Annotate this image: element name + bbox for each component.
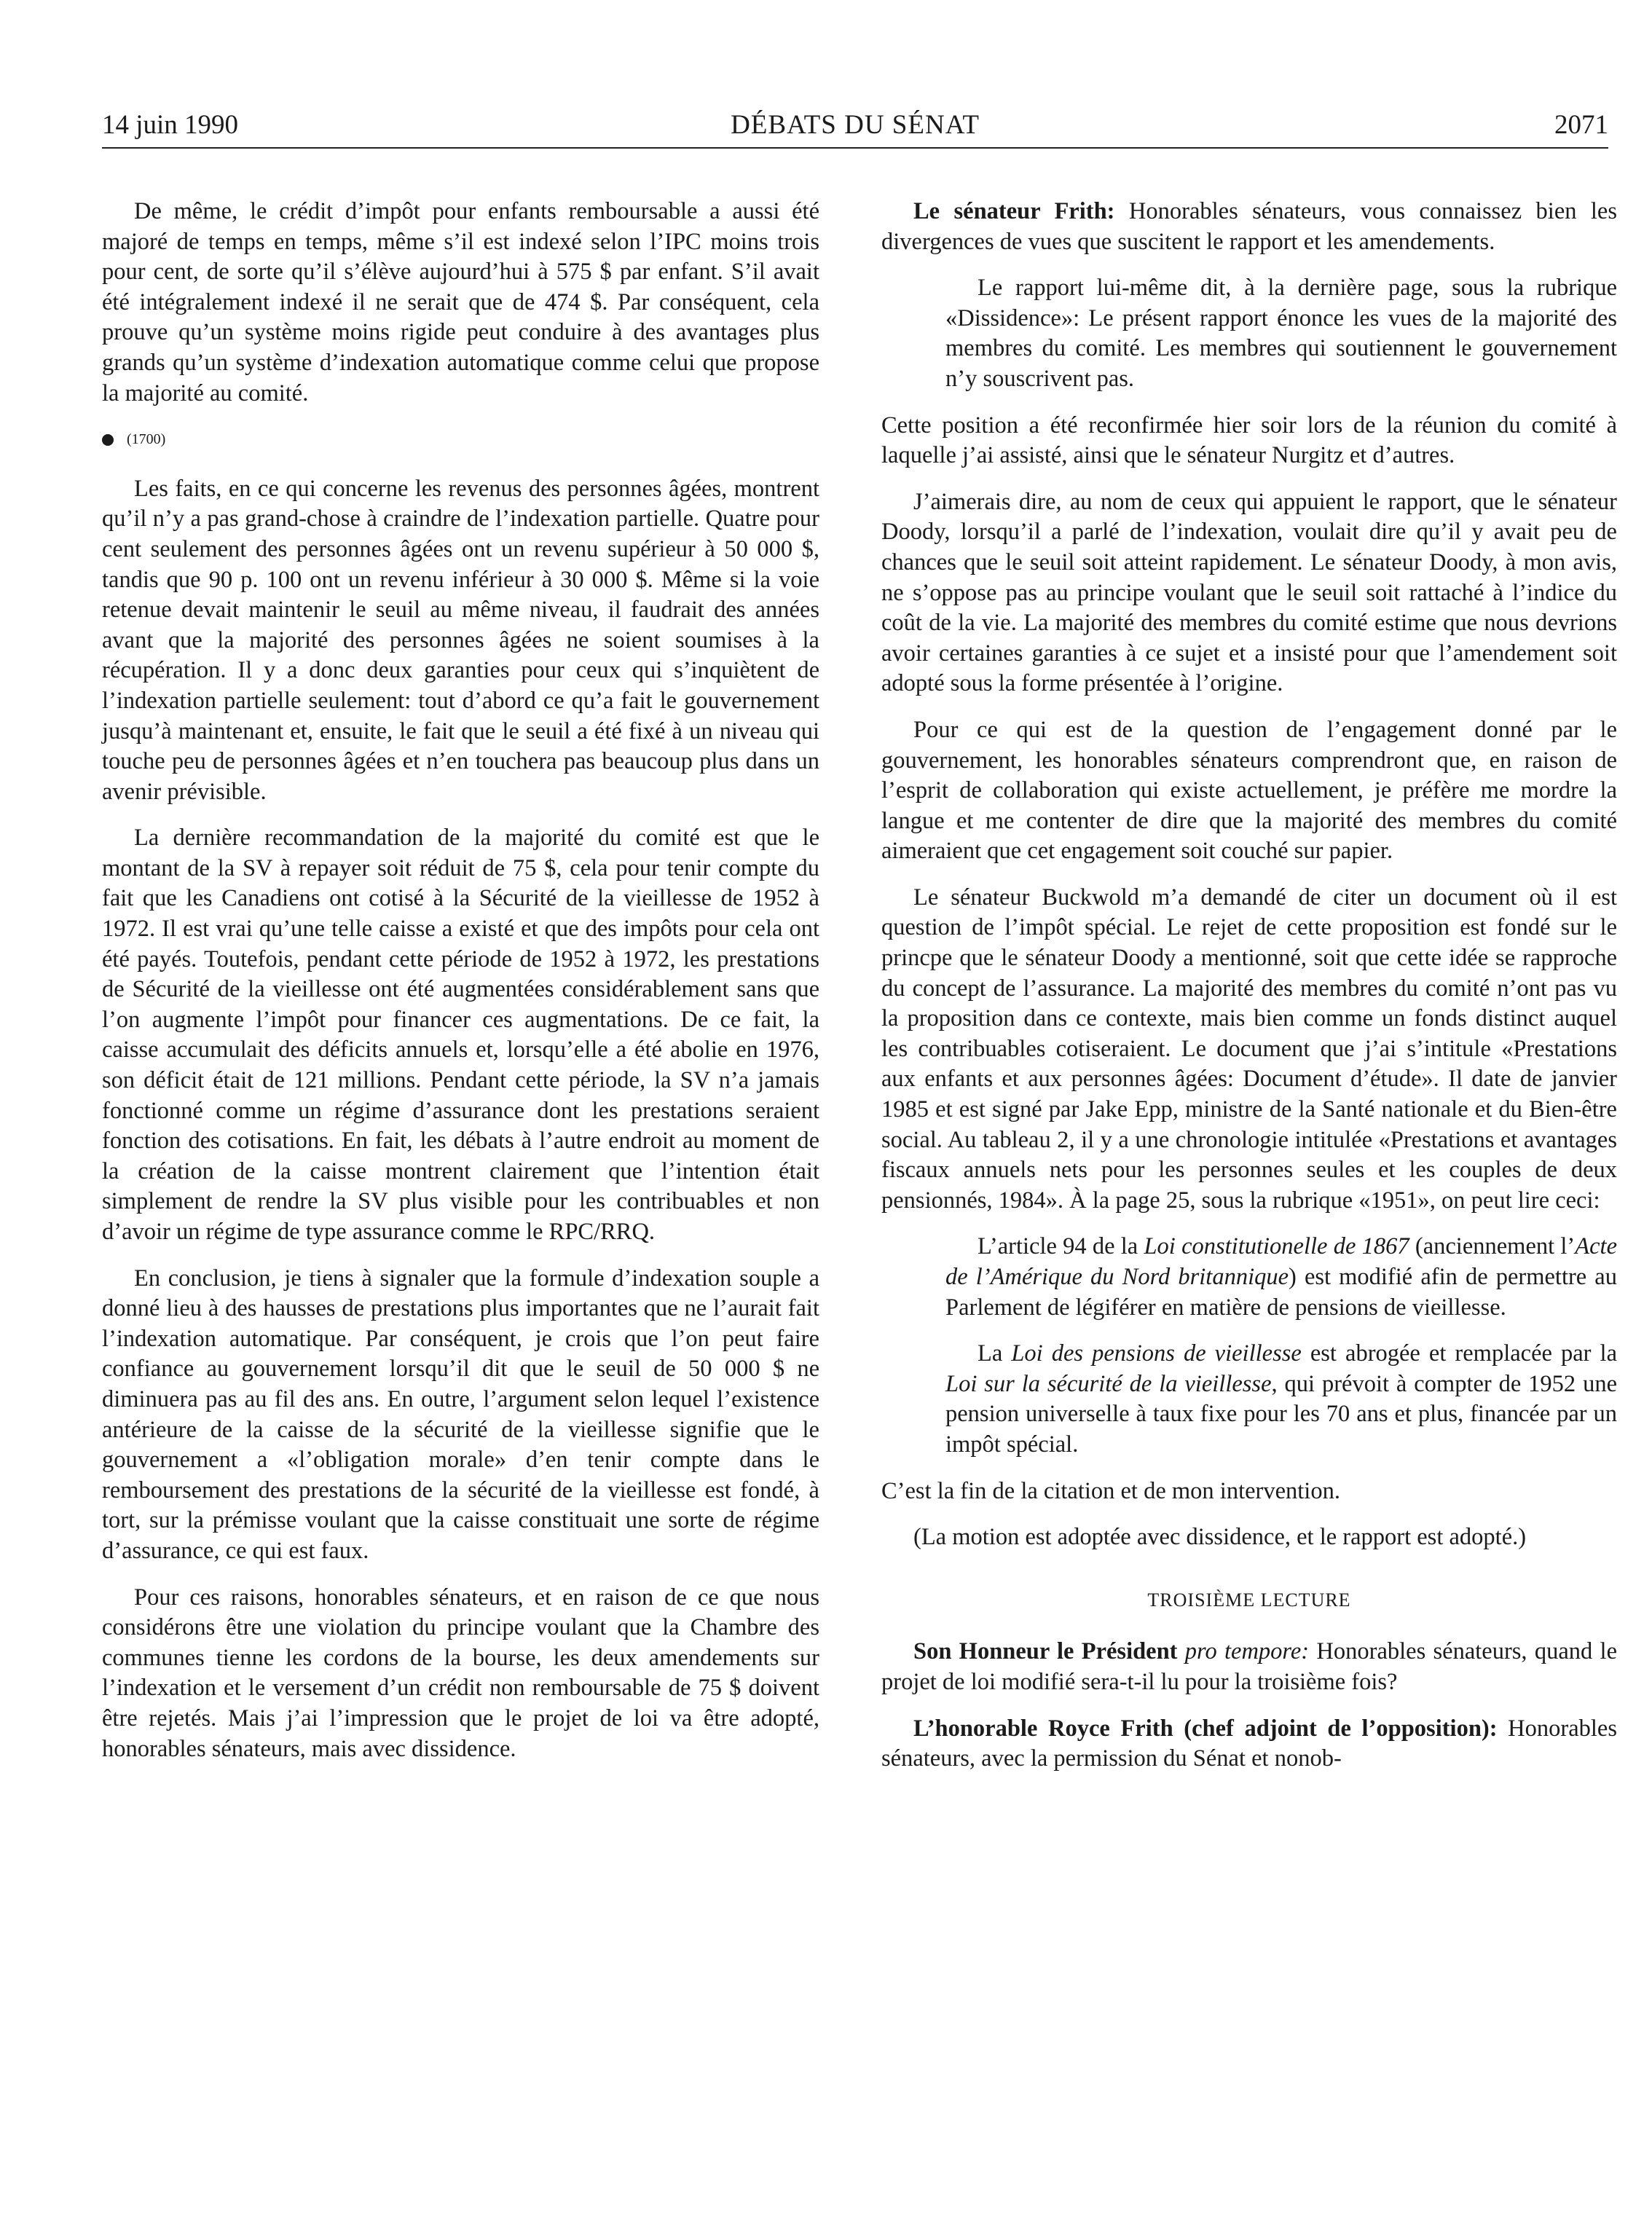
paragraph: La dernière recommandation de la majorité du comité est que le montant de la SV à repayer soit réduit de 75 $, cela pour tenir compte du fait que les Canadiens ont cotisé à la Sécurité de la vieillesse de 1952 à 1972. Il est vrai qu’une telle caisse a existé et que des impôts pour cela ont été payés. Toutefois, pendant cette période de 1952 à 1972, les prestations de Sécurité de la vieillesse ont été augmentées considérablement sans que l’on augmente l’impôt pour financer ces augmentations. De ce fait, la caisse accumulait des déficits annuels et, lorsqu’elle a été abolie en 1976, son déficit était de 121 millions. Pendant cette période, la SV n’a jamais fonctionné comme un régime d’assurance dont les prestations seraient fonction des cotisations. En fait, les débats à l’autre endroit au moment de la création de la caisse montrent clairement que l’intention était simplement de rendre la SV plus visible pour les contribuables et non d’avoir un régime de type assurance comme le RPC/RRQ. xyxy=(102,825,819,1245)
time-marker xyxy=(102,425,819,455)
left-column xyxy=(102,197,819,1780)
law-title: Acte de l’Amérique du Nord britannique xyxy=(945,1233,1617,1290)
paragraph: De même, le crédit d’impôt pour enfants remboursable a aussi été majoré de temps en temps, même s’il est indexé selon l’IPC moins trois pour cent, de sorte qu’il s’élève aujourd’hui à 575 $ par enfant. S’il avait été intégralement indexé il ne serait que de 474 $. Par conséquent, cela prouve qu’un système moins rigide peut conduire à des avantages plus grands qu’un système d’indexation automatique comme celui que propose la majorité au comité. xyxy=(102,198,819,406)
quote-text: (anciennement l’ xyxy=(1409,1233,1576,1260)
law-title: Loi des pensions de vieillesse xyxy=(1011,1340,1302,1367)
block-quote: Le rapport lui-même dit, à la dernière page, sous la rubrique «Dissidence»: Le présent rapport énonce les vues de la majorité des membres du comité. Les membres qui soutiennent le gouvernement n’y souscrivent pas. xyxy=(945,275,1617,392)
speaker-name: L’honorable Royce Frith (chef adjoint de l’opposition): xyxy=(913,1715,1498,1742)
quote-text: La xyxy=(978,1340,1012,1367)
paragraph: En conclusion, je tiens à signaler que la formule d’indexation souple a donné lieu à des hausses de prestations plus importantes que ne l’aurait fait l’indexation automatique. Par conséquent, je crois que l’on peut faire confiance au gouvernement lorsqu’il dit que le seuil de 50 000 $ ne diminuera pas au fil des ans. En outre, l’argument selon lequel l’existence antérieure de la caisse de la sécurité de la vieillesse signifie que le gouvernement a «l’obligation morale» d’en tenir compte dans le remboursement des prestations de la sécurité de la vieillesse est fondé, à tort, sur la prémisse voulant que la caisse constituait une sorte de régime d’assurance, ce qui est faux. xyxy=(102,1265,819,1564)
page-header xyxy=(102,109,1608,149)
header-title: DÉBATS DU SÉNAT xyxy=(731,110,980,140)
law-title: Loi sur la sécurité de la vieillesse xyxy=(945,1370,1272,1397)
bullet-icon xyxy=(102,434,114,446)
header-page-number: 2071 xyxy=(1554,110,1608,140)
quote-text: , qui prévoit à compter de 1952 une pension universelle à taux fixe pour les 70 ans et plus, financée par un impôt spécial. xyxy=(945,1370,1618,1458)
paragraph xyxy=(881,1637,1617,1697)
paragraph: Pour ces raisons, honorables sénateurs, et en raison de ce que nous considérons être une violation du principe voulant que la Chambre des communes tienne les cordons de la bourse, les deux amendements sur l’indexation et le versement d’un crédit non remboursable de 75 $ doivent être rejetés. Mais j’ai l’impression que le projet de loi va être adopté, honorables sénateurs, mais avec dissidence. xyxy=(102,1584,819,1762)
law-title: Loi constitutionelle de 1867 xyxy=(1144,1233,1409,1260)
block-quote xyxy=(945,1339,1617,1460)
block-quote xyxy=(945,1232,1617,1323)
right-column xyxy=(881,197,1617,1790)
paragraph: Le sénateur Buckwold m’a demandé de citer un document où il est question de l’impôt spécial. Le rejet de cette proposition est fondé sur le princpe que le sénateur Doody a mentionné, soit que cette idée se rapproche du concept de l’assurance. La majorité des membres du comité n’ont pas vu la proposition dans ce contexte, mais bien comme un fonds distinct auquel les contribuables cotiseraient. Le document que j’ai s’intitule «Prestations aux enfants et aux personnes âgées: Document d’étude». Il date de janvier 1985 et est signé par Jake Epp, ministre de la Santé nationale et du Bien-être social. Au tableau 2, il y a une chronologie intitulée «Prestations et avantages fiscaux annuels nets pour les personnes seules et les couples de deux pensionnés, 1984». À la page 25, sous la rubrique «1951», on peut lire ceci: xyxy=(881,884,1617,1214)
speaker-title: pro tempore: xyxy=(1177,1638,1310,1665)
section-heading: TROISIÈME LECTURE xyxy=(1147,1589,1351,1611)
quote-text: est abrogée et remplacée par la xyxy=(1301,1340,1618,1367)
speaker-name: Le sénateur Frith: xyxy=(913,198,1115,224)
speech-text: Honorables sénateurs, avec la permission du Sénat et nonob- xyxy=(881,1715,1617,1772)
paragraph: (La motion est adoptée avec dissidence, et le rapport est adopté.) xyxy=(913,1524,1527,1551)
paragraph: Cette position a été reconfirmée hier soir lors de la réunion du comité à laquelle j’ai assisté, ainsi que le sénateur Nurgitz et d’autres. xyxy=(881,412,1617,469)
speaker-name: Son Honneur le Président xyxy=(913,1638,1178,1665)
header-date: 14 juin 1990 xyxy=(102,110,239,140)
paragraph: Pour ce qui est de la question de l’engagement donné par le gouvernement, les honorables sénateurs comprendront que, en raison de l’esprit de collaboration qui existe actuellement, je préfère me mordre la langue et me contenter de dire que la majorité des membres du comité aimeraient que cet engagement soit couché sur papier. xyxy=(881,716,1617,865)
paragraph: J’aimerais dire, au nom de ceux qui appuient le rapport, que le sénateur Doody, lorsqu’il a parlé de l’indexation, voulait dire qu’il y avait peu de chances que le seuil soit atteint rapidement. Le sénateur Doody, à mon avis, ne s’oppose pas au principe voulant que le seuil soit rattaché à l’indice du coût de la vie. La majorité des membres du comité estime que nous devrions avoir certaines garanties à ce sujet et a insisté pour que l’amendement soit adopté sous la forme présentée à l’origine. xyxy=(881,488,1617,697)
quote-text: L’article 94 de la xyxy=(978,1233,1144,1260)
speech-text: Honorables sénateurs, vous connaissez bien les divergences de vues que suscitent le rapport et les amendements. xyxy=(881,198,1617,255)
paragraph: C’est la fin de la citation et de mon intervention. xyxy=(881,1477,1340,1504)
paragraph xyxy=(881,1714,1617,1774)
paragraph: Les faits, en ce qui concerne les revenus des personnes âgées, montrent qu’il n’y a pas grand-chose à craindre de l’indexation partielle. Quatre pour cent seulement des personnes âgées ont un revenu supérieur à 50 000 $, tandis que 90 p. 100 ont un revenu inférieur à 30 000 $. Même si la voie retenue devait maintenir le seuil au même niveau, il faudrait des années avant que la majorité des personnes âgées ne soient soumises à la récupération. Il y a donc deux garanties pour ceux qui s’inquiètent de l’indexation partielle seulement: tout d’abord ce qu’a fait le gouvernement jusqu’à maintenant et, ensuite, le fait que le seuil a été fixé à un niveau qui touche peu de personnes âgées et n’en touchera pas beaucoup plus dans un avenir prévisible. xyxy=(102,475,819,805)
time-marker-label: (1700) xyxy=(127,431,166,448)
paragraph xyxy=(881,197,1617,257)
quote-text: ) est modifié afin de permettre au Parlement de légiférer en matière de pensions de vieillesse. xyxy=(945,1264,1617,1321)
speech-text: Honorables sénateurs, quand le projet de loi modifié sera-t-il lu pour la troisième fois? xyxy=(881,1638,1617,1695)
